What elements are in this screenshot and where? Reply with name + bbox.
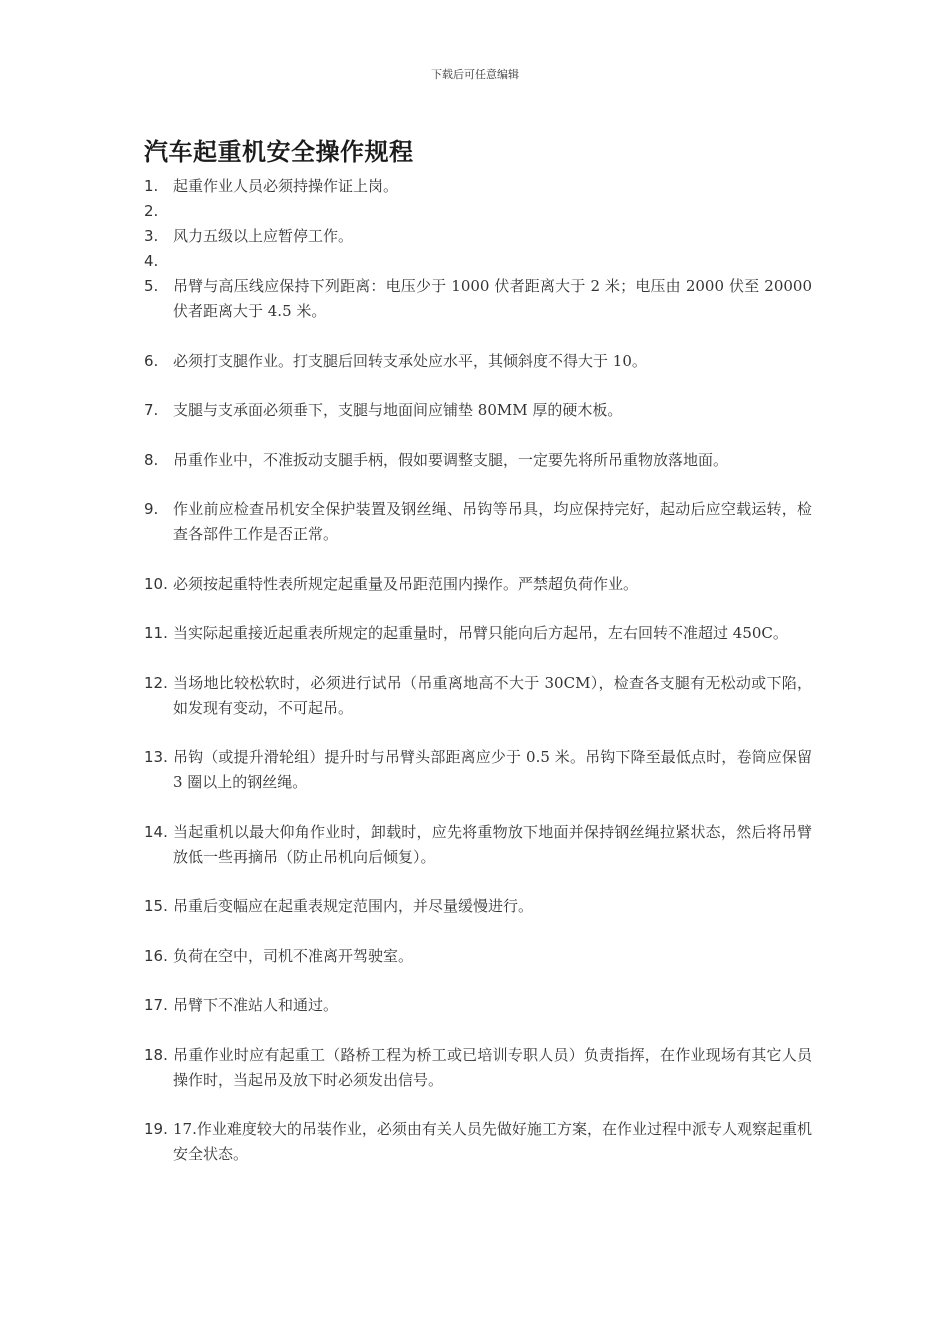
rule-text: 必须按起重特性表所规定起重量及吊距范围内操作。严禁超负荷作业。 (173, 574, 639, 593)
rule-item-14 (144, 820, 812, 870)
rule-item-1 (144, 174, 812, 199)
rule-item-13 (144, 745, 812, 795)
rule-item-17 (144, 993, 812, 1018)
header-note: 下载后可任意编辑 (431, 68, 519, 81)
rule-number: 9. (144, 500, 159, 518)
rule-text (173, 249, 812, 274)
rule-number: 18. (144, 1045, 168, 1064)
rule-item-6 (144, 349, 812, 374)
rule-text: 必须打支腿作业。打支腿后回转支承处应水平，其倾斜度不得大于 10。 (173, 351, 647, 370)
rule-number: 6. (144, 351, 159, 370)
rule-text: 当起重机以最大仰角作业时，卸载时，应先将重物放下地面并保持钢丝绳拉紧状态，然后将吊臂放低一些再摘吊（防止吊机向后倾复）。 (173, 822, 812, 866)
rule-text: 负荷在空中，司机不准离开驾驶室。 (173, 946, 414, 965)
rule-text: 吊钩（或提升滑轮组）提升时与吊臂头部距离应少于 0.5 米。吊钩下降至最低点时，卷筒应保留 3 圈以上的钢丝绳。 (173, 748, 812, 791)
rule-text: 吊重作业中，不准扳动支腿手柄，假如要调整支腿，一定要先将所吊重物放落地面。 (173, 450, 729, 469)
rule-number: 10. (144, 574, 168, 593)
rule-text: 当场地比较松软时，必须进行试吊（吊重离地高不大于 30CM），检查各支腿有无松动或下陷，如发现有变动，不可起吊。 (173, 673, 812, 717)
rule-text: 起重作业人员必须持操作证上岗。 (173, 177, 399, 195)
rule-number: 8. (144, 450, 159, 469)
rule-item-12 (144, 671, 812, 721)
rule-number: 3. (144, 227, 159, 245)
rule-number: 16. (144, 946, 168, 965)
rule-text: 吊重后变幅应在起重表规定范围内，并尽量缓慢进行。 (173, 897, 534, 915)
rule-number: 15. (144, 897, 168, 915)
rule-text: 吊臂与高压线应保持下列距离：电压少于 1000 伏者距离大于 2 米；电压由 2000 伏至 20000 伏者距离大于 4.5 米。 (173, 277, 812, 320)
rule-item-2 (144, 199, 812, 224)
rule-item-16 (144, 944, 812, 969)
rule-number: 12. (144, 673, 168, 692)
rules-list (144, 174, 812, 1167)
rule-item-9 (144, 497, 812, 547)
rule-number: 19. (144, 1120, 168, 1138)
rule-number: 14. (144, 822, 168, 841)
rule-item-5 (144, 274, 812, 324)
rule-item-11 (144, 621, 812, 646)
rule-text: 17.作业难度较大的吊装作业，必须由有关人员先做好施工方案，在作业过程中派专人观察起重机安全状态。 (173, 1120, 812, 1163)
rule-number: 1. (144, 177, 159, 195)
rule-item-10 (144, 572, 812, 597)
rule-text: 作业前应检查吊机安全保护装置及钢丝绳、吊钩等吊具，均应保持完好，起动后应空载运转，检查各部件工作是否正常。 (173, 500, 812, 543)
rule-item-8 (144, 448, 812, 473)
rule-text: 支腿与支承面必须垂下，支腿与地面间应铺垫 80MM 厚的硬木板。 (173, 401, 623, 419)
rule-number: 5. (144, 277, 159, 295)
rule-text: 吊臂下不准站人和通过。 (173, 996, 339, 1014)
rule-number: 11. (144, 624, 168, 642)
rule-item-15 (144, 894, 812, 919)
rule-text (173, 199, 812, 224)
rule-text: 当实际起重接近起重表所规定的起重量时，吊臂只能向后方起吊，左右回转不准超过 450C。 (173, 624, 788, 642)
rule-number: 7. (144, 401, 159, 419)
rule-item-18 (144, 1043, 812, 1093)
rule-item-4 (144, 249, 812, 274)
rule-number: 13. (144, 748, 168, 766)
rule-number: 4. (144, 252, 159, 270)
document-title: 汽车起重机安全操作规程 (144, 138, 414, 166)
rule-item-7 (144, 398, 812, 423)
rule-item-19 (144, 1117, 812, 1167)
rule-number: 17. (144, 996, 168, 1014)
rule-item-3 (144, 224, 812, 249)
rule-text: 风力五级以上应暂停工作。 (173, 227, 354, 245)
rule-text: 吊重作业时应有起重工（路桥工程为桥工或已培训专职人员）负责指挥，在作业现场有其它人员操作时，当起吊及放下时必须发出信号。 (173, 1045, 812, 1089)
rule-number: 2. (144, 202, 159, 220)
